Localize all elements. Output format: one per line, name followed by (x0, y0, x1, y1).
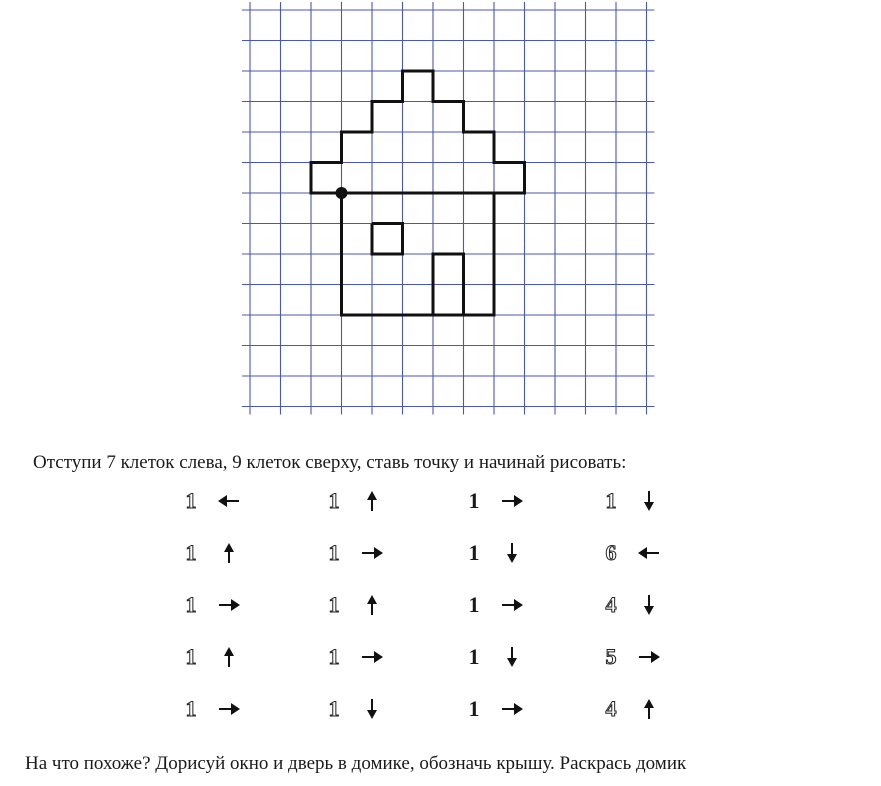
arrow-right-icon (217, 699, 241, 719)
footer-text: На что похоже? Дорисуй окно и дверь в домике, обозначь крышу. Раскрась домик (25, 753, 687, 774)
command-count: 5 (605, 644, 617, 669)
arrow-right-icon (500, 699, 524, 719)
arrow-down-icon (500, 543, 524, 563)
command-count: 1 (328, 592, 340, 617)
arrow-up-icon (217, 543, 241, 563)
house-drawing (311, 71, 525, 315)
grid-lines (242, 2, 655, 415)
command-1-3 (183, 594, 241, 616)
arrow-down-icon (637, 595, 661, 615)
command-count: 1 (468, 592, 480, 617)
command-3-4 (466, 646, 524, 668)
command-1-5 (183, 698, 241, 720)
arrow-up-icon (360, 491, 384, 511)
arrow-right-icon (217, 595, 241, 615)
arrow-down-icon (360, 699, 384, 719)
command-3-3 (466, 594, 524, 616)
command-count: 1 (185, 644, 197, 669)
command-count: 1 (328, 540, 340, 565)
command-count: 1 (328, 644, 340, 669)
start-dot (336, 187, 348, 199)
command-1-2 (183, 542, 241, 564)
command-4-5 (603, 698, 661, 720)
command-count: 1 (185, 488, 197, 513)
arrow-left-icon (217, 491, 241, 511)
command-2-3 (326, 594, 384, 616)
command-2-5 (326, 698, 384, 720)
command-4-4 (603, 646, 661, 668)
arrow-right-icon (500, 595, 524, 615)
arrow-right-icon (360, 543, 384, 563)
command-3-1 (466, 490, 524, 512)
command-count: 1 (185, 540, 197, 565)
command-2-4 (326, 646, 384, 668)
arrow-down-icon (637, 491, 661, 511)
command-count: 1 (185, 592, 197, 617)
command-4-3 (603, 594, 661, 616)
command-count: 1 (328, 488, 340, 513)
instruction-text: Отступи 7 клеток слева, 9 клеток сверху, ставь точку и начинай рисовать: (33, 452, 627, 473)
command-count: 1 (185, 696, 197, 721)
command-count: 6 (605, 540, 617, 565)
command-count: 1 (468, 488, 480, 513)
command-2-2 (326, 542, 384, 564)
arrow-right-icon (500, 491, 524, 511)
command-count: 1 (468, 540, 480, 565)
command-count: 4 (605, 592, 617, 617)
command-4-2 (603, 542, 661, 564)
command-count: 1 (605, 488, 617, 513)
command-count: 4 (605, 696, 617, 721)
arrow-left-icon (637, 543, 661, 563)
command-1-1 (183, 490, 241, 512)
command-1-4 (183, 646, 241, 668)
command-count: 1 (468, 644, 480, 669)
window-outline (372, 224, 403, 255)
arrow-up-icon (637, 699, 661, 719)
command-4-1 (603, 490, 661, 512)
arrow-right-icon (360, 647, 384, 667)
command-3-2 (466, 542, 524, 564)
arrow-up-icon (360, 595, 384, 615)
arrow-down-icon (500, 647, 524, 667)
command-3-5 (466, 698, 524, 720)
arrow-right-icon (637, 647, 661, 667)
arrow-up-icon (217, 647, 241, 667)
command-count: 1 (468, 696, 480, 721)
command-2-1 (326, 490, 384, 512)
command-count: 1 (328, 696, 340, 721)
